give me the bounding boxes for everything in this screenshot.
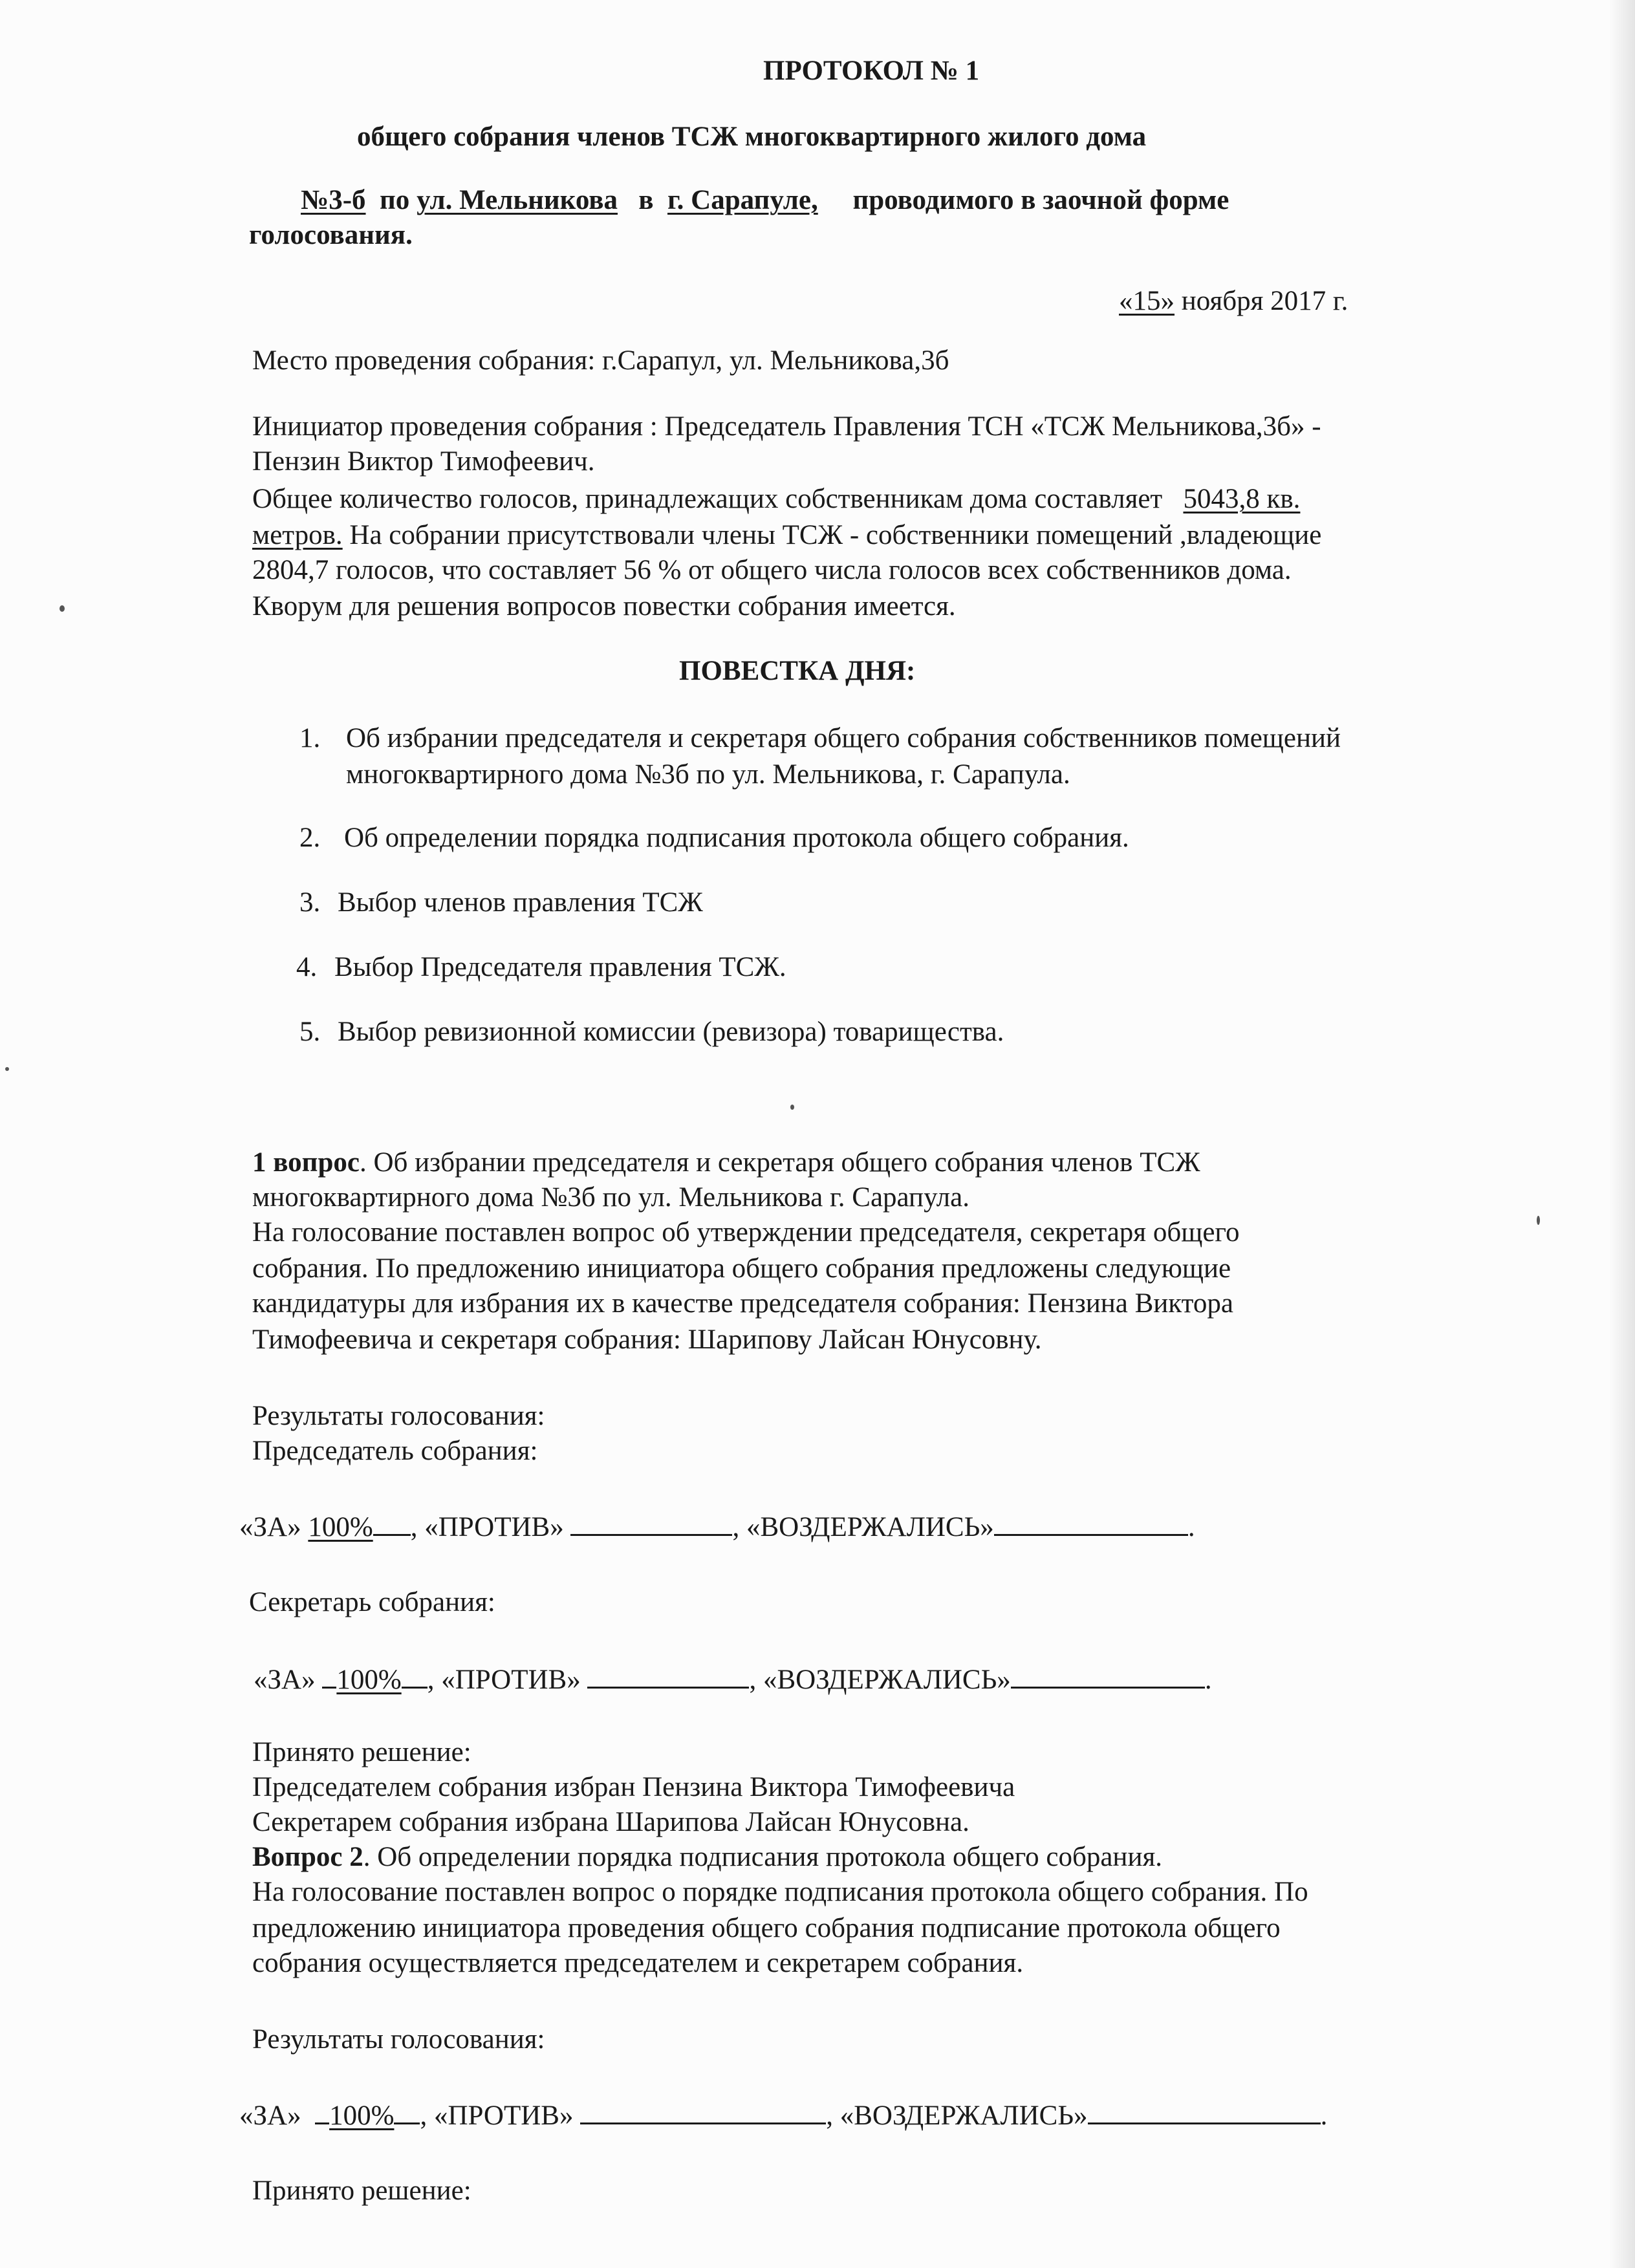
vote-dot: . bbox=[1187, 1512, 1195, 1542]
total-votes-line-1 bbox=[252, 482, 1300, 516]
scan-speck bbox=[1537, 1216, 1540, 1225]
agenda-title: ПОВЕСТКА ДНЯ: bbox=[679, 656, 916, 686]
total-area: 5043,8 кв. bbox=[1183, 484, 1301, 514]
protocol-date bbox=[1119, 285, 1348, 318]
date-day: «15» bbox=[1119, 286, 1175, 316]
vote-vozd: «ВОЗДЕРЖАЛИСЬ» bbox=[746, 1512, 994, 1542]
q1-title: . Об избрании председателя и секретаря общего собрания членов ТСЖ bbox=[359, 1147, 1200, 1178]
total-votes-line-3: 2804,7 голосов, что составляет 56 % от общего числа голосов всех собственников дома. bbox=[252, 555, 1292, 585]
q1-secretary-label: Секретарь собрания: bbox=[249, 1587, 495, 1617]
vote-za-value: 100% bbox=[336, 1665, 402, 1695]
vote-protiv-blank bbox=[587, 1662, 749, 1689]
q1-secretary-vote-row bbox=[254, 1662, 1212, 1697]
q1-line-1 bbox=[252, 1146, 1200, 1180]
vote-dot: . bbox=[1204, 1665, 1212, 1695]
vote-protiv-blank bbox=[580, 2098, 826, 2124]
agenda-item-2: Об определении порядка подписания протокола общего собрания. bbox=[344, 823, 1129, 853]
q1-line-6: Тимофеевича и секретаря собрания: Шарипову Лайсан Юнусовну. bbox=[252, 1324, 1042, 1355]
q2-line-3: предложению инициатора проведения общего собрания подписание протокола общего bbox=[252, 1913, 1281, 1943]
vote-dot: . bbox=[1320, 2101, 1328, 2131]
q2-results-label: Результаты голосования: bbox=[252, 2024, 545, 2055]
agenda-item-3-num: 3. bbox=[299, 887, 321, 918]
q2-vote-row bbox=[239, 2098, 1327, 2133]
scan-speck bbox=[60, 605, 65, 612]
q1-decision-1: Председателем собрания избран Пензина Виктора Тимофеевича bbox=[252, 1772, 1015, 1802]
q1-decision-label: Принято решение: bbox=[252, 1737, 471, 1767]
q2-line-1 bbox=[252, 1841, 1162, 1874]
house-number: №3-б bbox=[301, 185, 366, 215]
protocol-subtitle: общего собрания членов ТСЖ многоквартирного жилого дома bbox=[357, 122, 1147, 152]
agenda-item-1-num: 1. bbox=[299, 723, 321, 753]
vote-comma: , bbox=[749, 1665, 757, 1695]
vote-comma: , bbox=[732, 1512, 740, 1542]
agenda-item-4: Выбор Председателя правления ТСЖ. bbox=[334, 952, 786, 982]
protocol-title: ПРОТОКОЛ № 1 bbox=[763, 56, 980, 86]
q2-line-2: На голосование поставлен вопрос о порядке подписания протокола общего собрания. По bbox=[252, 1877, 1308, 1907]
agenda-item-1: Об избрании председателя и секретаря общего собрания собственников помещений bbox=[346, 723, 1341, 753]
initiator-line-1: Инициатор проведения собрания : Председатель Правления ТСН «ТСЖ Мельникова,3б» - bbox=[252, 411, 1321, 442]
address-line-2: голосования. bbox=[249, 220, 413, 250]
addr-v: в bbox=[638, 185, 654, 215]
agenda-item-5: Выбор ревизионной комиссии (ревизора) товарищества. bbox=[338, 1017, 1004, 1047]
city-name: г. Сарапуле, bbox=[667, 185, 818, 215]
agenda-item-1-cont: многоквартирного дома №3б по ул. Мельникова, г. Сарапула. bbox=[346, 759, 1070, 790]
vote-protiv: , «ПРОТИВ» bbox=[420, 2101, 574, 2131]
q1-line-5: кандидатуры для избрания их в качестве председателя собрания: Пензина Виктора bbox=[252, 1288, 1233, 1319]
addr-po: по bbox=[380, 185, 410, 215]
meeting-place: Место проведения собрания: г.Сарапул, ул. Мельникова,3б bbox=[252, 345, 949, 376]
date-rest: ноября 2017 г. bbox=[1181, 286, 1348, 316]
q1-decision-2: Секретарем собрания избрана Шарипова Лайсан Юнусовна. bbox=[252, 1807, 969, 1837]
vote-comma: , bbox=[826, 2101, 833, 2131]
vote-vozd: «ВОЗДЕРЖАЛИСЬ» bbox=[763, 1665, 1011, 1695]
vote-vozd: «ВОЗДЕРЖАЛИСЬ» bbox=[839, 2101, 1088, 2131]
total-votes-text: Общее количество голосов, принадлежащих собственникам дома составляет bbox=[252, 484, 1163, 514]
vote-za: «ЗА» bbox=[254, 1665, 316, 1695]
q1-line-4: собрания. По предложению инициатора общего собрания предложены следующие bbox=[252, 1253, 1231, 1284]
initiator-line-2: Пензин Виктор Тимофеевич. bbox=[252, 446, 595, 477]
agenda-item-3: Выбор членов правления ТСЖ bbox=[338, 887, 703, 918]
address-line bbox=[301, 184, 1229, 217]
vote-za: «ЗА» bbox=[239, 1512, 301, 1542]
q1-heading: 1 вопрос bbox=[252, 1147, 360, 1178]
vote-vozd-blank bbox=[1011, 1662, 1205, 1689]
addr-form: проводимого в заочной форме bbox=[852, 185, 1229, 215]
vote-za-value: 100% bbox=[329, 2101, 395, 2131]
vote-protiv: , «ПРОТИВ» bbox=[410, 1512, 564, 1542]
q1-line-2: многоквартирного дома №3б по ул. Мельникова г. Сарапула. bbox=[252, 1182, 969, 1213]
agenda-item-4-num: 4. bbox=[296, 952, 318, 982]
q2-decision-label: Принято решение: bbox=[252, 2176, 471, 2206]
q2-line-4: собрания осуществляется председателем и секретарем собрания. bbox=[252, 1948, 1024, 1978]
vote-vozd-blank bbox=[1088, 2098, 1321, 2124]
total-area-unit: метров. bbox=[252, 520, 343, 550]
q1-results-label: Результаты голосования: bbox=[252, 1401, 545, 1431]
agenda-item-5-num: 5. bbox=[299, 1017, 321, 1047]
scan-speck bbox=[5, 1067, 9, 1071]
scan-edge-shadow bbox=[1609, 0, 1635, 2268]
q1-chair-label: Председатель собрания: bbox=[252, 1436, 538, 1466]
vote-protiv: , «ПРОТИВ» bbox=[427, 1665, 581, 1695]
street-name: ул. Мельникова bbox=[417, 185, 618, 215]
present-members-text: На собрании присутствовали члены ТСЖ - собственники помещений ,владеющие bbox=[342, 520, 1322, 550]
vote-vozd-blank bbox=[994, 1509, 1188, 1536]
vote-za: «ЗА» bbox=[239, 2101, 301, 2131]
vote-protiv-blank bbox=[570, 1509, 732, 1536]
q2-title: . Об определении порядка подписания протокола общего собрания. bbox=[363, 1842, 1162, 1872]
vote-za-value: 100% bbox=[308, 1512, 373, 1542]
total-votes-line-2 bbox=[252, 519, 1321, 552]
q1-line-3: На голосование поставлен вопрос об утверждении председателя, секретаря общего bbox=[252, 1217, 1240, 1247]
agenda-item-2-num: 2. bbox=[299, 823, 321, 853]
quorum-line: Кворум для решения вопросов повестки собрания имеется. bbox=[252, 591, 956, 621]
q1-chair-vote-row bbox=[239, 1509, 1195, 1544]
scan-speck bbox=[790, 1105, 794, 1110]
q2-heading: Вопрос 2 bbox=[252, 1842, 363, 1872]
